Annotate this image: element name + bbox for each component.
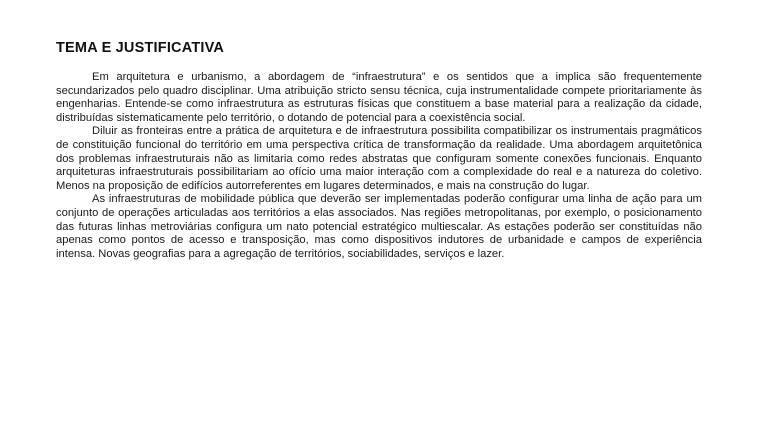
paragraph-3: As infraestruturas de mobilidade pública que deverão ser implementadas poderão configurar uma linha de ação para um conjunto de operações articuladas aos territórios a elas associados. Nas regiões metropolitanas, por exemplo, o posicionamento das futuras linhas metroviárias configura um nato potencial estratégico multiescalar. As estações poderão ser constituídas não apenas como pontos de acesso e transposição, mas como dispositivos indutores de urbanidade e campos de experiência intensa. Novas geografias para a agregação de territórios, sociabilidades, serviços e lazer. xyxy=(56,193,702,260)
paragraph-2: Diluir as fronteiras entre a prática de arquitetura e de infraestrutura possibilita compatibilizar os instrumentais pragmáticos de constituição funcional do território em uma perspectiva crítica de transformação da realidade. Uma abordagem arquitetônica dos problemas infraestruturais não as limitaria como redes abstratas que configuram somente conexões funcionais. Enquanto arquiteturas infraestruturais possibilitariam ao ofício uma maior interação com a complexidade do real e a natureza do coletivo. Menos na proposição de edifícios autorreferentes em lugares determinados, e mais na construção do lugar. xyxy=(56,125,702,192)
paragraph-1: Em arquitetura e urbanismo, a abordagem de “infraestrutura” e os sentidos que a implica são frequentemente secundarizados pelo quadro disciplinar. Uma atribuição stricto sensu técnica, cuja instrumentalidade compete prioritariamente às engenharias. Entende-se como infraestrutura as estruturas físicas que constituem a base material para a realização da cidade, distribuídas sistematicamente pelo território, o dotando de potencial para a coexistência social. xyxy=(56,71,702,124)
body-text xyxy=(56,71,702,261)
section-title: TEMA E JUSTIFICATIVA xyxy=(56,40,225,56)
